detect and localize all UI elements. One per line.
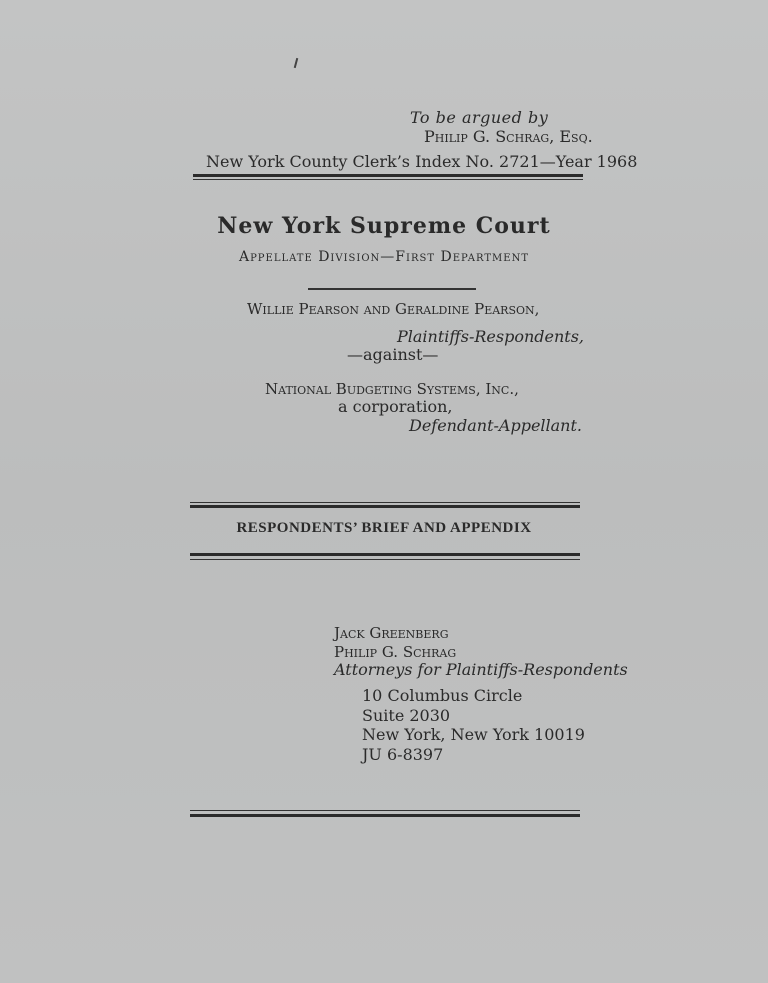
defendant-name: National Budgeting Systems, Inc.,: [265, 380, 519, 398]
plaintiffs-names: Willie Pearson and Geraldine Pearson,: [247, 300, 540, 318]
court-name: New York Supreme Court: [217, 213, 551, 239]
defendant-role: Defendant-Appellant.: [408, 416, 582, 435]
defendant-description: a corporation,: [338, 397, 453, 416]
address-line: Suite 2030: [362, 705, 451, 725]
address-line: JU 6-8397: [362, 744, 444, 764]
title-bottom-rule-2: [190, 559, 580, 560]
title-bottom-rule-1: [190, 553, 580, 556]
argued-by-line: To be argued by: [410, 108, 549, 127]
address-line: New York, New York 10019: [362, 725, 585, 744]
attorney-name-2: Philip G. Schrag: [334, 643, 457, 661]
footer-rule-1: [190, 810, 580, 811]
header-thin-rule: [193, 179, 583, 180]
index-number-line: New York County Clerk’s Index No. 2721—Year 1968: [206, 152, 638, 171]
footer-rule-2: [190, 814, 580, 817]
header-thick-rule: [193, 174, 583, 177]
title-top-rule-1: [190, 502, 580, 503]
court-division: Appellate Division—First Department: [238, 249, 530, 265]
address-line: 10 Columbus Circle: [362, 686, 523, 705]
versus-line: —against—: [347, 345, 439, 364]
arguer-name: Philip G. Schrag, Esq.: [424, 127, 593, 146]
attorney-name-1: Jack Greenberg: [334, 624, 449, 642]
title-top-rule-2: [190, 505, 580, 508]
plaintiffs-role: Plaintiffs-Respondents,: [397, 327, 584, 346]
division-separator-rule: [308, 288, 476, 290]
document-title: RESPONDENTS’ BRIEF AND APPENDIX: [236, 520, 532, 536]
stray-mark: [294, 58, 299, 68]
attorney-role: Attorneys for Plaintiffs-Respondents: [334, 660, 628, 679]
attorney-address: [362, 686, 585, 764]
